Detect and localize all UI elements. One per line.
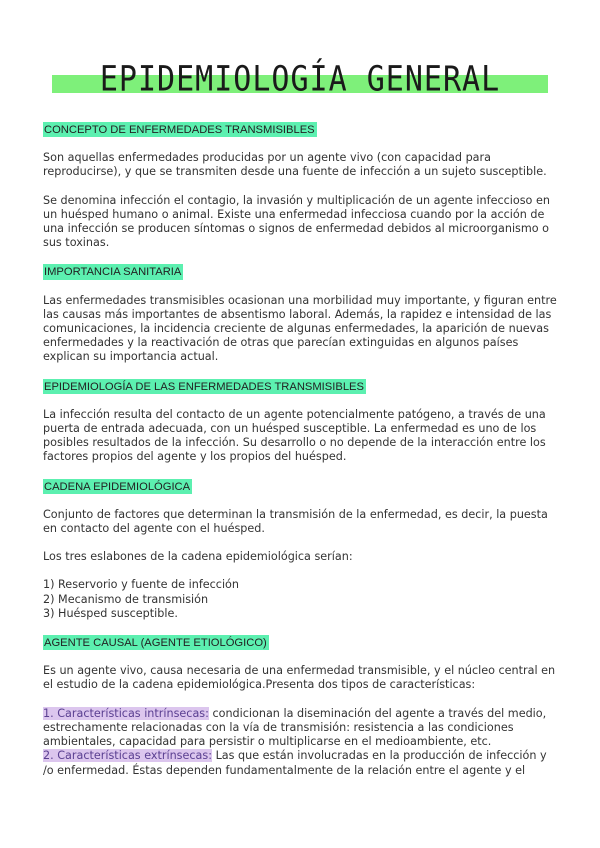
list-item: 1) Reservorio y fuente de infección <box>43 578 239 592</box>
section-concepto <box>43 122 558 250</box>
section-heading: EPIDEMIOLOGÍA DE LAS ENFERMEDADES TRANSMISIBLES <box>44 380 364 393</box>
characteristic-intrinsic <box>43 707 558 750</box>
section-agente-causal <box>43 635 558 778</box>
section-epidemiologia <box>43 379 558 465</box>
chain-list <box>43 578 558 621</box>
paragraph: Es un agente vivo, causa necesaria de una enfermedad transmisible, y el núcleo central en el estudio de la cadena epidemiológica.Presenta dos tipos de características: <box>43 664 556 692</box>
paragraph: Conjunto de factores que determinan la transmisión de la enfermedad, es decir, la puesta en contacto del agente con el huésped. <box>43 507 548 536</box>
section-heading: CADENA EPIDEMIOLÓGICA <box>44 480 191 493</box>
paragraph: Los tres eslabones de la cadena epidemiológica serían: <box>43 550 353 564</box>
section-heading: IMPORTANCIA SANITARIA <box>44 266 182 279</box>
highlighted-term: 1. Características intrínsecas: <box>43 706 209 720</box>
document-body <box>43 122 558 778</box>
section-importancia <box>43 264 558 364</box>
paragraph: Se denomina infección el contagio, la invasión y multiplicación de un agente infeccioso en un huésped humano o animal. Existe una enfermedad infecciosa cuando por la acción de una infección se producen síntomas o signos de enfermedad debidos al microorganismo o sus toxinas. <box>43 193 550 250</box>
characteristic-extrinsic <box>43 749 558 777</box>
characteristic-text: condicionan la diseminación del agente a través del medio, estrechamente relacionadas con la vía de transmisión: resistencia a las condiciones ambientales, capacidad para persistir o multiplicarse en el medioambiente, etc. <box>43 706 547 749</box>
highlighted-term: 2. Características extrínsecas: <box>43 749 213 763</box>
paragraph: La infección resulta del contacto de un agente potencialmente patógeno, a través de una puerta de entrada adecuada, con un huésped susceptible. La enfermedad es uno de los posibles resultados de la infección. Su desarrollo o no depende de la interacción entre los factores propios del agente y los propios del huésped. <box>43 407 546 464</box>
list-item: 2) Mecanismo de transmisión <box>43 592 209 606</box>
page-title: EPIDEMIOLOGÍA GENERAL <box>99 59 501 100</box>
list-item: 3) Huésped susceptible. <box>43 606 178 620</box>
paragraph: Las enfermedades transmisibles ocasionan una morbilidad muy importante, y figuran entre las causas más importantes de absentismo laboral. Además, la rapidez e intensidad de las comunicaciones, la incidencia creciente de algunas enfermedades, la aparición de nuevas enfermedades y la reactivación de otras que parecían extinguidas en algunos países explican su importancia actual. <box>43 293 557 364</box>
paragraph: Son aquellas enfermedades producidas por un agente vivo (con capacidad para reproducirse), y que se transmiten desde una fuente de infección a un sujeto susceptible. <box>43 151 547 179</box>
characteristic-text: Las que están involucradas en la producción de infección y /o enfermedad. Éstas dependen fundamentalmente de la relación entre el agente y el <box>43 749 547 777</box>
section-cadena <box>43 479 558 621</box>
section-heading: AGENTE CAUSAL (AGENTE ETIOLÓGICO) <box>44 637 267 650</box>
section-heading: CONCEPTO DE ENFERMEDADES TRANSMISIBLES <box>44 124 315 136</box>
